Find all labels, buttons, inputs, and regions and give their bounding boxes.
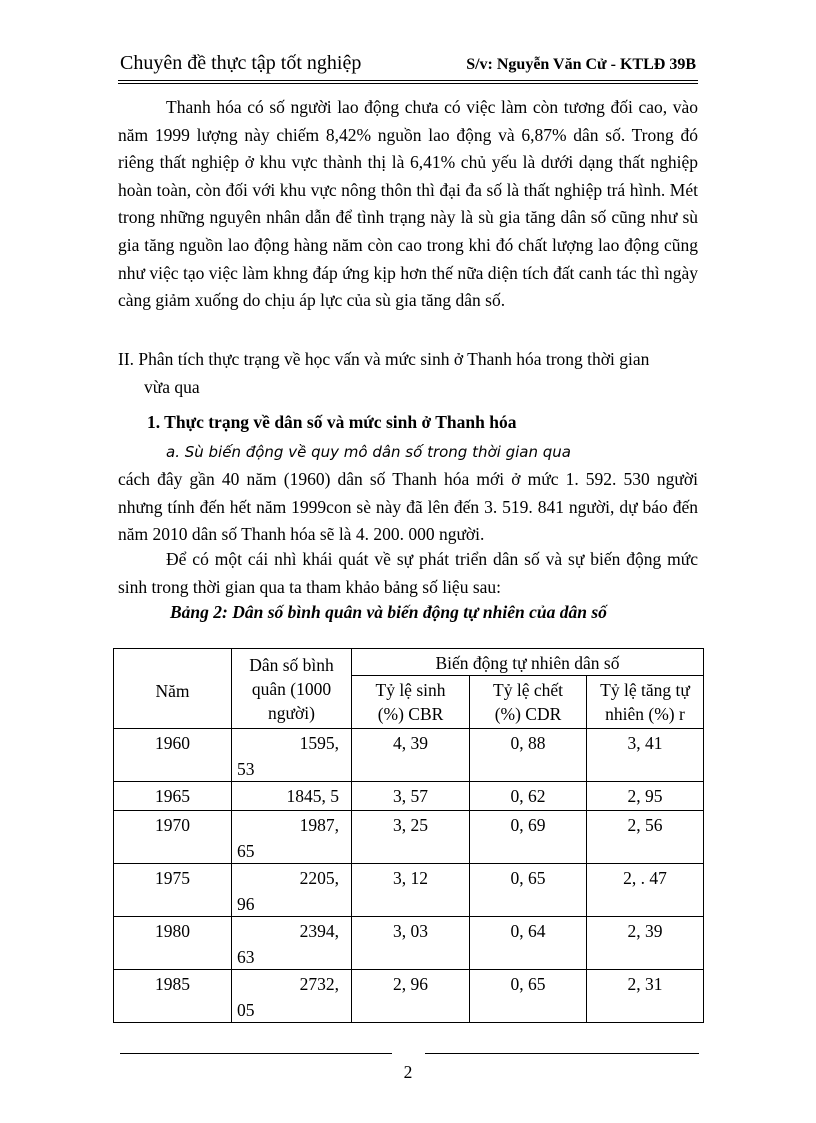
header-population-line-2: quân (1000 — [251, 679, 332, 699]
cell-cdr: 0, 65 — [470, 970, 587, 1023]
cell-population — [232, 782, 352, 811]
cell-population — [232, 970, 352, 1023]
cell-population-part-1: 1595, — [299, 733, 339, 753]
section-heading-2 — [118, 346, 698, 401]
header-title: Chuyên đề thực tập tốt nghiệp — [120, 52, 362, 74]
cell-population — [232, 729, 352, 782]
cell-population-part-2: 05 — [237, 1000, 255, 1020]
section-heading-line-2: vừa qua — [144, 376, 200, 397]
header-cbr-line-2: (%) CBR — [377, 704, 444, 724]
header-population-line-3: người) — [268, 703, 315, 723]
cell-cbr: 3, 57 — [352, 782, 470, 811]
paragraph-text: cách đây gần 40 năm (1960) dân số Thanh hóa mới ở mức 1. 592. 530 người nhưng tính đến hết năm 1999con sè này đã lên đến 3. 519. 841 người, dự báo đến năm 2010 dân số Thanh hóa sẽ là 4. 200. 000 người. — [118, 469, 698, 545]
header-rule-double — [118, 83, 698, 84]
cell-cdr: 0, 69 — [470, 811, 587, 864]
paragraph-table-intro: Để có một cái nhì khái quát về sự phát triển dân số và sự biến động mức sinh trong thời gian qua ta tham khảo bảng số liệu sau: — [118, 549, 698, 597]
cell-cbr: 3, 12 — [352, 864, 470, 917]
table-row — [114, 917, 704, 970]
header-growth-rate-line-1: Tỷ lệ tăng tự — [600, 680, 690, 700]
cell-population-part-2: 65 — [237, 841, 255, 861]
cell-population-part-1: 1845, 5 — [286, 786, 339, 806]
subsection-heading-1: 1. Thực trạng về dân số và mức sinh ở Thanh hóa — [147, 412, 517, 432]
cell-population-part-2: 63 — [237, 947, 255, 967]
header-author: S/v: Nguyễn Văn Cử - KTLĐ 39B — [466, 56, 696, 73]
cell-population-part-1: 1987, — [299, 815, 339, 835]
header-year-label: Năm — [155, 681, 190, 701]
cell-population-part-2: 96 — [237, 894, 255, 914]
paragraph-unemployment — [118, 94, 698, 315]
cell-population — [232, 864, 352, 917]
header-population — [232, 649, 352, 729]
section-heading-line-1: II. Phân tích thực trạng về học vấn và mức sinh ở Thanh hóa trong thời gian — [118, 349, 650, 369]
table-row — [114, 864, 704, 917]
header-population-line-1: Dân số bình — [249, 655, 334, 675]
cell-growth-rate: 3, 41 — [587, 729, 704, 782]
header-cbr — [352, 676, 470, 729]
paragraph-population-size — [118, 466, 698, 549]
table-row — [114, 811, 704, 864]
cell-population-part-1: 2205, — [299, 868, 339, 888]
cell-cdr: 0, 65 — [470, 864, 587, 917]
cell-population — [232, 811, 352, 864]
header-rule — [118, 80, 698, 81]
cell-year: 1970 — [114, 811, 232, 864]
header-cdr-line-1: Tỷ lệ chết — [493, 680, 563, 700]
cell-year: 1960 — [114, 729, 232, 782]
table-row — [114, 782, 704, 811]
cell-growth-rate: 2, . 47 — [587, 864, 704, 917]
header-cdr — [470, 676, 587, 729]
header-natural-change — [352, 649, 704, 676]
header-growth-rate-line-2: nhiên (%) r — [605, 704, 685, 724]
header-year — [114, 649, 232, 729]
header-cdr-line-2: (%) CDR — [494, 704, 562, 724]
table-header-row — [114, 649, 704, 676]
cell-growth-rate: 2, 56 — [587, 811, 704, 864]
cell-cdr: 0, 64 — [470, 917, 587, 970]
cell-year: 1980 — [114, 917, 232, 970]
cell-growth-rate: 2, 31 — [587, 970, 704, 1023]
header-cbr-line-1: Tỷ lệ sinh — [375, 680, 446, 700]
subsection-heading-a: a. Sù biến động về quy mô dân số trong thời gian qua — [166, 443, 571, 461]
table-caption: Bảng 2: Dân số bình quân và biến động tự nhiên của dân số — [170, 602, 607, 622]
population-table — [113, 648, 704, 1023]
cell-growth-rate: 2, 39 — [587, 917, 704, 970]
cell-cbr: 2, 96 — [352, 970, 470, 1023]
cell-cdr: 0, 62 — [470, 782, 587, 811]
cell-year: 1965 — [114, 782, 232, 811]
header-natural-change-label: Biến động tự nhiên dân số — [435, 653, 620, 673]
paragraph-text: Thanh hóa có số người lao động chưa có việc làm còn tương đối cao, vào năm 1999 lượng này chiếm 8,42% nguồn lao động và 6,87% dân số. Trong đó riêng thất nghiệp ở khu vực thành thị là 6,41% chủ yếu là dưới dạng thất nghiệp hoàn toàn, còn đối với khu vực nông thôn thì đại đa số là thất nghiệp trá hình. Mét trong những nguyên nhân dẫn để tình trạng này là sù gia tăng dân số cũng như sù gia tăng nguồn lao động hàng năm còn cao trong khi đó chất lượng lao động cũng như việc tạo việc làm khng đáp ứng kịp hơn thế nữa diện tích đất canh tác thì ngày càng giảm xuống do chịu áp lực của sù gia tăng dân số. — [118, 97, 698, 311]
page-number: 2 — [403, 1062, 413, 1082]
cell-cdr: 0, 88 — [470, 729, 587, 782]
table-row — [114, 729, 704, 782]
header-growth-rate — [587, 676, 704, 729]
cell-growth-rate: 2, 95 — [587, 782, 704, 811]
table-row — [114, 970, 704, 1023]
cell-cbr: 3, 03 — [352, 917, 470, 970]
cell-cbr: 3, 25 — [352, 811, 470, 864]
cell-year: 1975 — [114, 864, 232, 917]
cell-population — [232, 917, 352, 970]
footer-rule-left — [120, 1053, 392, 1054]
cell-population-part-1: 2732, — [299, 974, 339, 994]
cell-cbr: 4, 39 — [352, 729, 470, 782]
footer-rule-right — [425, 1053, 699, 1054]
cell-population-part-1: 2394, — [299, 921, 339, 941]
cell-population-part-2: 53 — [237, 759, 255, 779]
cell-year: 1985 — [114, 970, 232, 1023]
